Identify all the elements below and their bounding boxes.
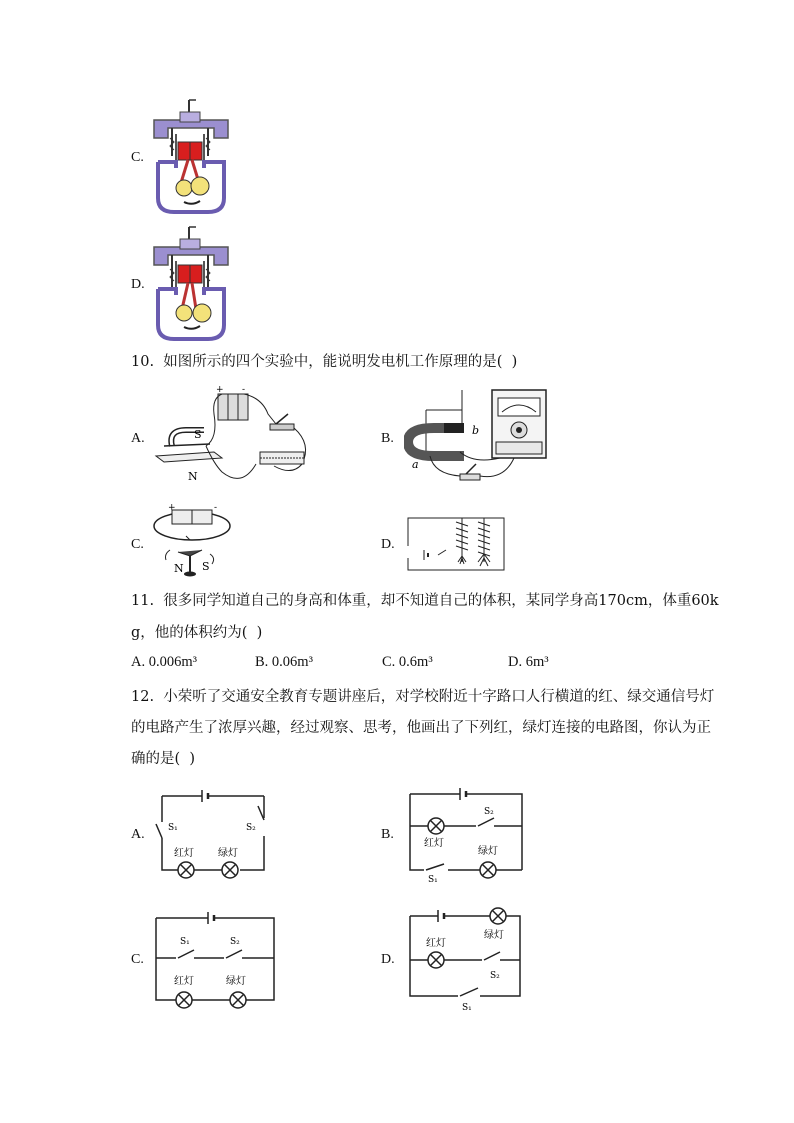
q11-answer-a-value: 0.006m³ bbox=[148, 654, 197, 670]
q11-answer-c-value: 0.6m³ bbox=[398, 654, 433, 670]
green-light-label: 绿灯 bbox=[484, 930, 504, 941]
q11-answer-a bbox=[131, 654, 197, 671]
q11-answer-b-label: B. bbox=[255, 654, 269, 670]
cell-minus-sign: - bbox=[214, 503, 218, 513]
battery-minus-sign: - bbox=[242, 385, 246, 395]
q10-option-b-label: B. bbox=[381, 431, 394, 446]
q10-figure-d bbox=[404, 510, 508, 576]
switch-s1-label: S₁ bbox=[462, 1003, 472, 1013]
question-12-stem-line2: 的电路产生了浓厚兴趣，经过观察、思考，他画出了下列红，绿灯连接的电路图，你认为正 bbox=[131, 720, 711, 736]
question-12-stem-line1: 12. 小荣听了交通安全教育专题讲座后，对学校附近十字路口人行横道的红、绿交通信号灯 bbox=[131, 689, 715, 705]
compass-n-label: N bbox=[174, 562, 184, 575]
engine-diagram-c bbox=[150, 98, 232, 216]
q12-option-d-label: D. bbox=[381, 952, 395, 967]
option-c-label: C. bbox=[131, 150, 144, 165]
point-a-label: a bbox=[412, 458, 419, 471]
magnet-s-label: S bbox=[194, 428, 202, 441]
switch-s2-label: S₂ bbox=[484, 807, 494, 817]
switch-s1-label: S₁ bbox=[168, 823, 178, 833]
q10-option-a-label: A. bbox=[131, 431, 145, 446]
switch-s2-label: S₂ bbox=[246, 823, 256, 833]
q10-figure-c bbox=[150, 500, 240, 580]
q11-answer-a-label: A. bbox=[131, 654, 146, 670]
q12-option-b-label: B. bbox=[381, 827, 394, 842]
q10-option-d-label: D. bbox=[381, 537, 395, 552]
switch-s1-label: S₁ bbox=[428, 875, 438, 884]
q12-circuit-c bbox=[150, 906, 280, 1010]
green-light-label: 绿灯 bbox=[226, 976, 246, 987]
battery-plus-sign: + bbox=[216, 385, 224, 395]
red-light-label: 红灯 bbox=[174, 848, 194, 859]
compass-s-label: S bbox=[202, 560, 210, 573]
engine-diagram-d bbox=[150, 225, 232, 343]
magnet-n-label: N bbox=[188, 470, 198, 483]
green-light-label: 绿灯 bbox=[478, 846, 498, 857]
question-10-stem: 10. 如图所示的四个实验中，能说明发电机工作原理的是( ) bbox=[131, 354, 518, 370]
q11-answer-c bbox=[382, 654, 433, 671]
green-light-label: 绿灯 bbox=[218, 848, 238, 859]
q10-figure-b bbox=[404, 384, 550, 492]
question-11-stem-line2: g，他的体积约为( ) bbox=[131, 625, 263, 641]
q12-option-a-label: A. bbox=[131, 827, 145, 842]
cell-plus-sign: + bbox=[168, 503, 176, 513]
switch-s2-label: S₂ bbox=[490, 971, 500, 981]
q12-option-c-label: C. bbox=[131, 952, 144, 967]
q11-answer-d-label: D. bbox=[508, 654, 523, 670]
switch-s1-label: S₁ bbox=[180, 937, 190, 947]
q11-answer-b bbox=[255, 654, 313, 671]
question-12-stem-line3: 确的是( ) bbox=[131, 751, 196, 767]
red-light-label: 红灯 bbox=[174, 976, 194, 987]
option-d-label: D. bbox=[131, 277, 145, 292]
q11-answer-d-value: 6m³ bbox=[525, 654, 549, 670]
q12-circuit-d bbox=[404, 902, 526, 1014]
switch-s2-label: S₂ bbox=[230, 937, 240, 947]
q12-circuit-b bbox=[404, 784, 528, 884]
question-11-stem-line1: 11. 很多同学知道自己的身高和体重，却不知道自己的体积，某同学身高170cm，体重60k bbox=[131, 593, 719, 609]
red-light-label: 红灯 bbox=[426, 938, 446, 949]
q10-figure-a bbox=[152, 384, 318, 492]
q12-circuit-a bbox=[152, 786, 270, 880]
q11-answer-b-value: 0.06m³ bbox=[271, 654, 313, 670]
q10-option-c-label: C. bbox=[131, 537, 144, 552]
q11-answer-d bbox=[508, 654, 549, 671]
point-b-label: b bbox=[472, 424, 480, 437]
q11-answer-c-label: C. bbox=[382, 654, 396, 670]
red-light-label: 红灯 bbox=[424, 838, 444, 849]
